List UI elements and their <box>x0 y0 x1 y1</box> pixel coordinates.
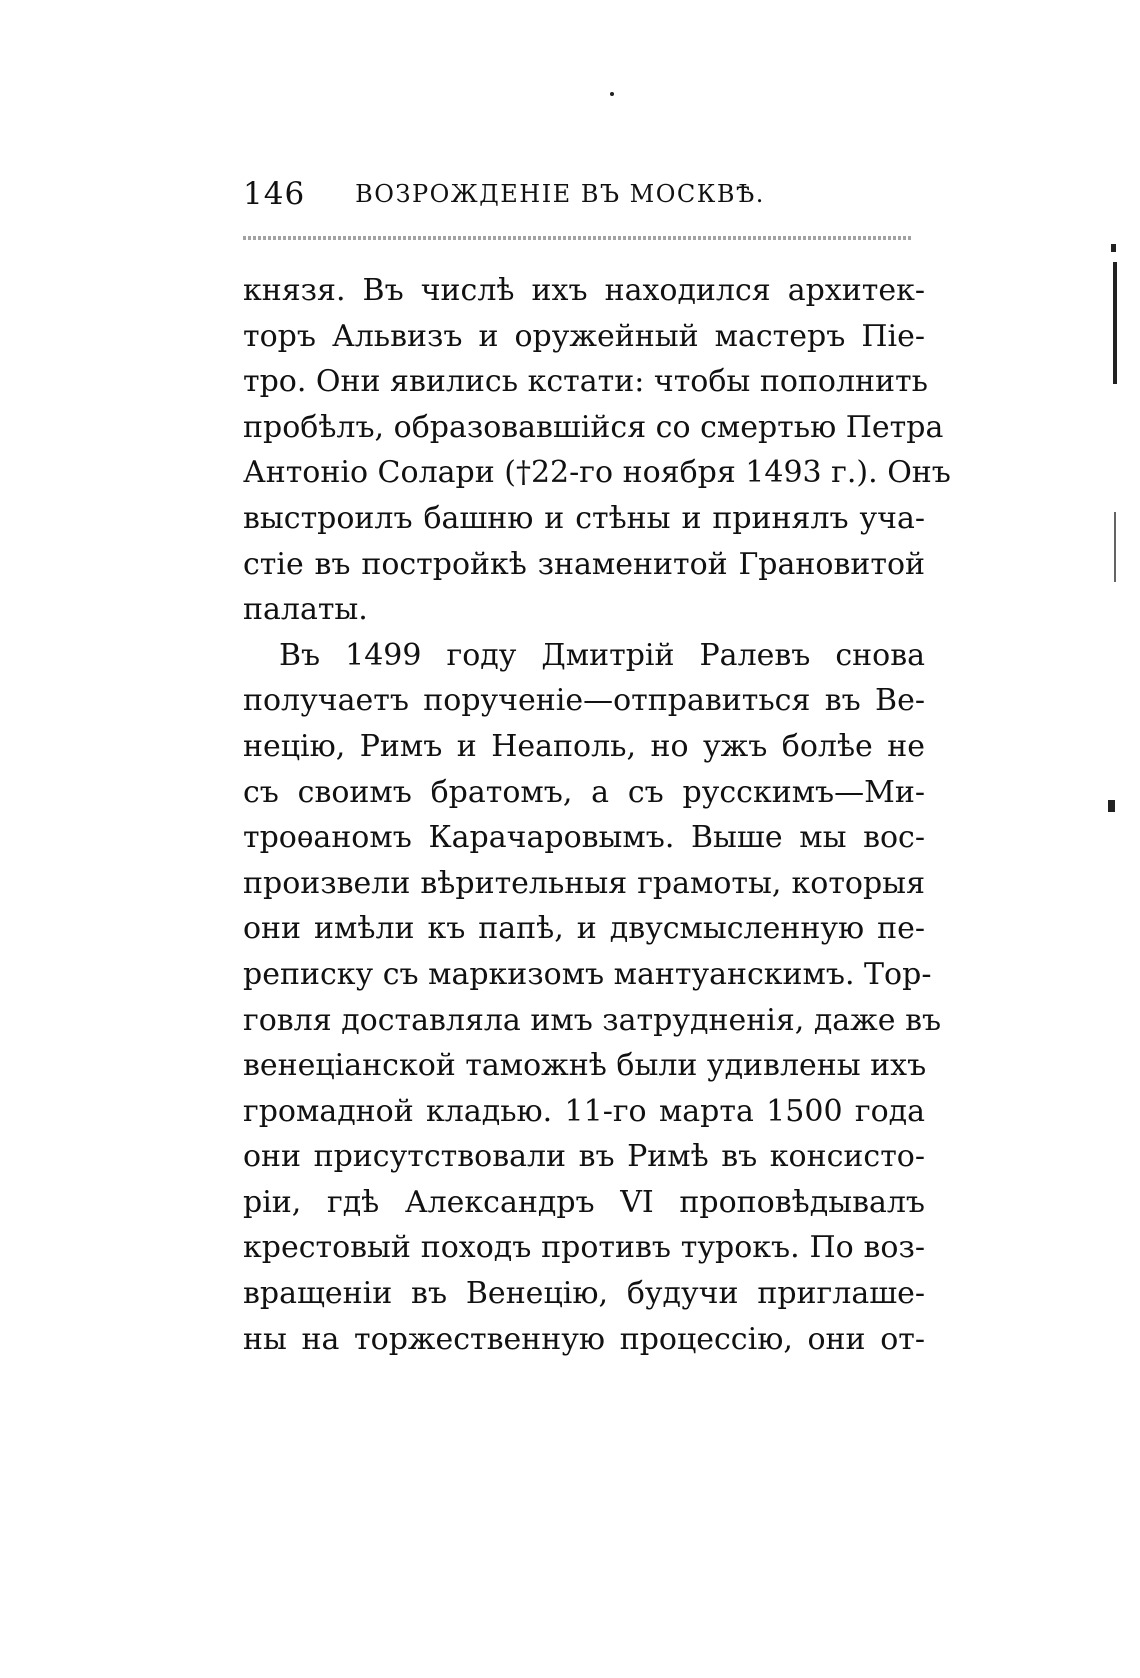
text-line: Антоніо Солари (†22-го ноября 1493 г.). Онъ <box>243 455 951 491</box>
text-line: произвели вѣрительныя грамоты, которыя <box>243 865 925 901</box>
text-line: съ своимъ братомъ, а съ русскимъ—Ми- <box>243 774 925 810</box>
scan-artifact-dot <box>610 92 614 96</box>
text-line: пробѣлъ, образовавшійся со смертью Петра <box>243 409 944 445</box>
text-line: торъ Альвизъ и оружейный мастеръ Піе- <box>243 318 925 354</box>
scan-artifact-bar <box>1114 512 1116 582</box>
text-line: реписку съ маркизомъ мантуанскимъ. Тор- <box>243 956 932 992</box>
text-line: говля доставляла имъ затрудненія, даже въ <box>243 1002 942 1038</box>
running-title: ВОЗРОЖДЕНІЕ ВЪ МОСКВѢ. <box>355 180 765 208</box>
scan-artifact-tick <box>1111 244 1116 252</box>
page-number: 146 <box>243 176 306 212</box>
scan-artifact-dot <box>1108 800 1115 812</box>
text-line: они имѣли къ папѣ, и двусмысленную пе- <box>243 911 925 947</box>
text-line: троѳаномъ Карачаровымъ. Выше мы вос- <box>243 820 925 856</box>
text-line: князя. Въ числѣ ихъ находился архитек- <box>243 273 925 308</box>
text-line: Въ 1499 году Дмитрій Ралевъ снова <box>279 637 925 673</box>
text-line: они присутствовали въ Римѣ въ консисто- <box>243 1139 925 1175</box>
text-line: крестовый походъ противъ турокъ. По воз- <box>243 1230 925 1266</box>
scan-artifact-bar <box>1113 262 1117 384</box>
text-line: палаты. <box>243 592 368 628</box>
text-line: венеціанской таможнѣ были удивлены ихъ <box>243 1048 927 1084</box>
text-line: стіе въ постройкѣ знаменитой Грановитой <box>243 546 925 582</box>
text-line: ріи, гдѣ Александръ VI проповѣдывалъ <box>243 1184 925 1220</box>
text-line: тро. Они явились кстати: чтобы пополнить <box>243 364 928 400</box>
body-text <box>243 268 951 1362</box>
header-rule <box>243 236 913 240</box>
text-line: ны на торжественную процессію, они от- <box>243 1321 925 1357</box>
text-line: громадной кладью. 11-го марта 1500 года <box>243 1093 925 1129</box>
text-line: получаетъ порученіе—отправиться въ Ве- <box>243 683 925 719</box>
text-line: выстроилъ башню и стѣны и принялъ уча- <box>243 500 925 536</box>
page-header <box>243 170 925 218</box>
text-line: нецію, Римъ и Неаполь, но ужъ болѣе не <box>243 728 925 764</box>
text-line: вращеніи въ Венецію, будучи приглаше- <box>243 1276 925 1312</box>
